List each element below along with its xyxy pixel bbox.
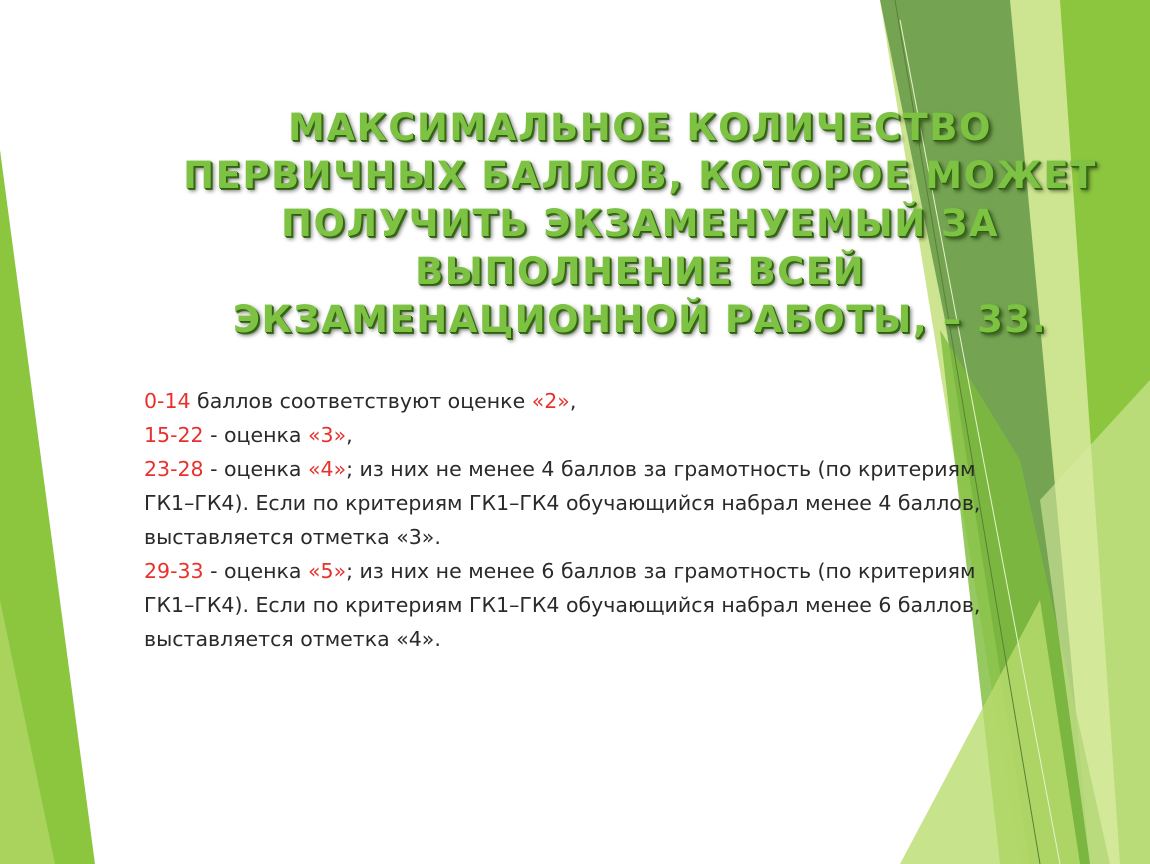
grade-value: «4» [307,457,347,481]
line-text-tail: , [569,389,577,413]
line-text-tail: ; из них не менее 6 баллов за грамотность (по критериям ГК1–ГК4). Если по критериям ГК1–ГК4 обучающийся набрал менее 6 баллов, выставляется отметка «4». [144,559,981,651]
grade-value: «2» [531,389,570,413]
score-range: 23-28 [144,457,204,481]
line-text: - оценка [203,457,308,481]
score-range: 0-14 [144,389,191,413]
grade-value: «3» [307,423,347,447]
line-text-tail: , [346,423,353,447]
line-text: баллов соответствуют оценке [190,389,532,413]
grade-value: «5» [307,559,347,583]
grade-line-2 [144,384,1024,418]
line-text: - оценка [203,559,308,583]
line-text: - оценка [203,423,308,447]
line-text-tail: ; из них не менее 4 баллов за грамотность (по критериям ГК1–ГК4). Если по критериям ГК1–ГК4 обучающийся набрал менее 4 баллов, выставляется отметка «3». [144,457,981,549]
grade-line-3 [144,418,1024,452]
grade-line-4 [144,452,1024,554]
slide-title: МАКСИМАЛЬНОЕ КОЛИЧЕСТВО ПЕРВИЧНЫХ БАЛЛОВ, КОТОРОЕ МОЖЕТ ПОЛУЧИТЬ ЭКЗАМЕНУЕМЫЙ ЗА ВЫПОЛНЕНИЕ ВСЕЙ ЭКЗАМЕНАЦИОННОЙ РАБОТЫ, – 33. [183,106,1097,341]
grading-scale [144,384,1024,656]
grade-line-5 [144,554,1024,656]
score-range: 15-22 [144,423,204,447]
score-range: 29-33 [144,559,204,583]
